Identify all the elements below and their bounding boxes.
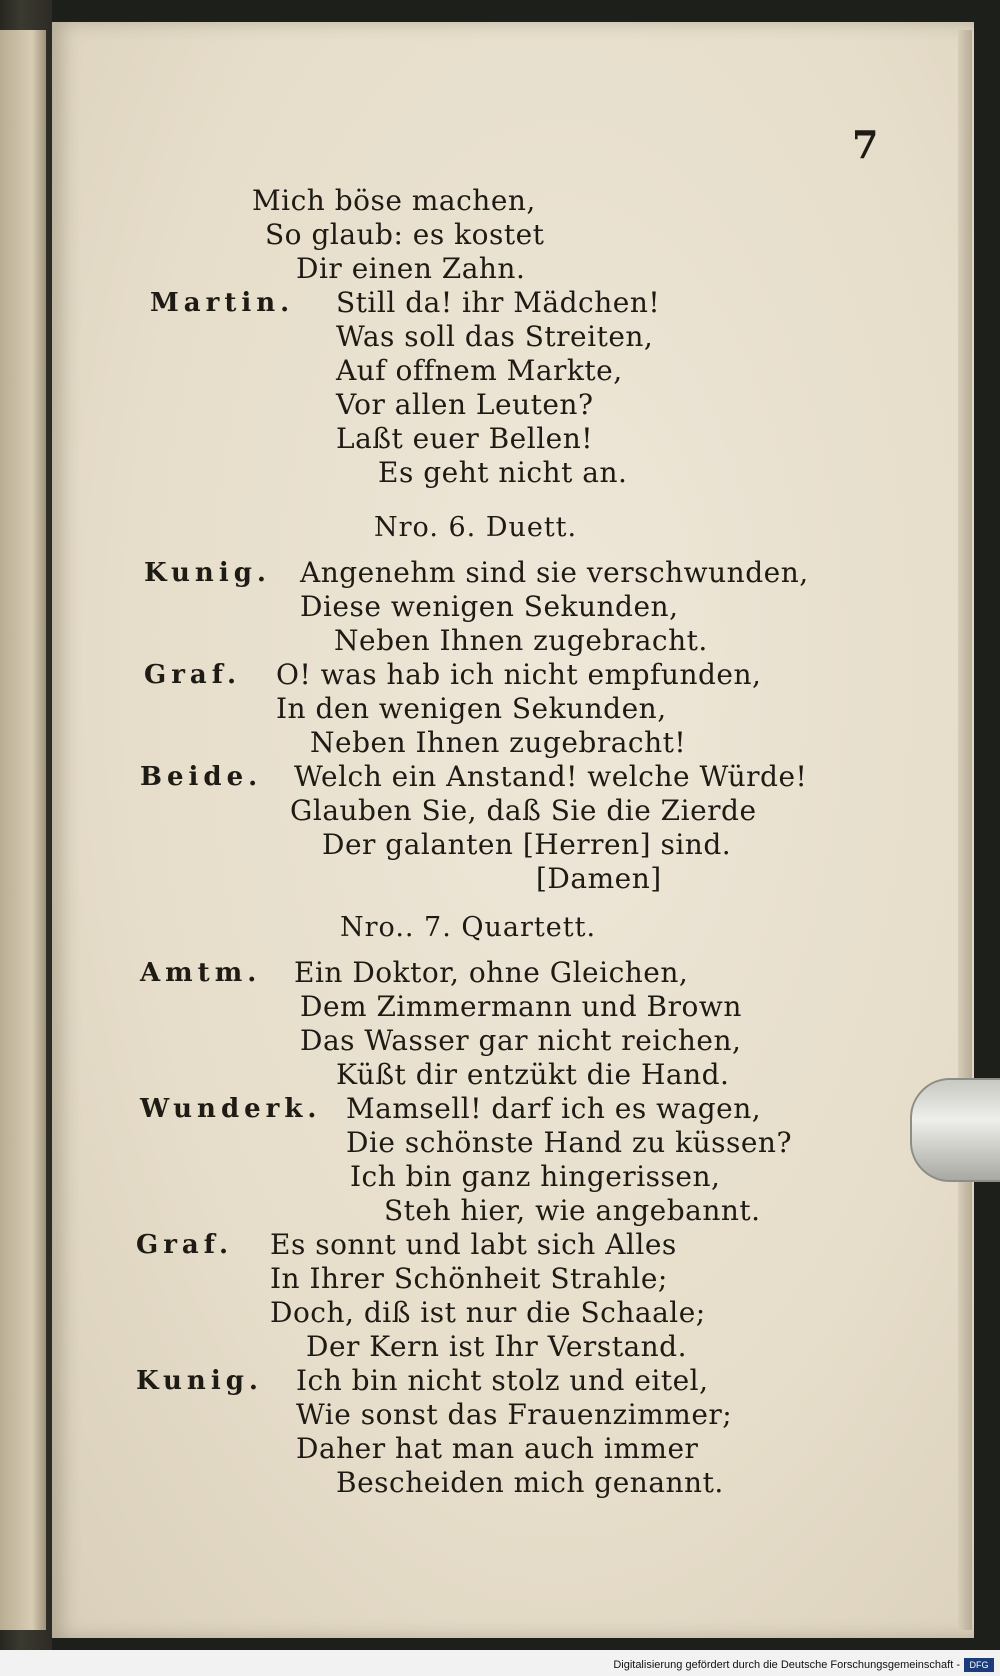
verse-line: In Ihrer Schönheit Strahle; [270, 1262, 668, 1295]
section-heading: Nro. 6. Duett. [374, 512, 578, 543]
speaker-wunderk: Wunderk. [140, 1094, 322, 1124]
verse-line: Dir einen Zahn. [296, 252, 526, 285]
speaker-amtm: Amtm. [140, 958, 262, 988]
speaker-martin: Martin. [150, 288, 295, 318]
dfg-logo: DFG [964, 1658, 994, 1672]
verse-line: Mich böse machen, [252, 184, 536, 217]
verse-line: In den wenigen Sekunden, [276, 692, 667, 725]
verse-line: Bescheiden mich genannt. [336, 1466, 724, 1499]
speaker-graf: Graf. [144, 660, 242, 690]
verse-line: Küßt dir entzükt die Hand. [336, 1058, 730, 1091]
verse-line: Diese wenigen Sekunden, [300, 590, 679, 623]
verse-line: Es geht nicht an. [378, 456, 628, 489]
speaker-kunig: Kunig. [136, 1366, 263, 1396]
previous-page-edge [0, 30, 46, 1630]
verse-line: Dem Zimmermann und Brown [300, 990, 742, 1023]
verse-line: Wie sonst das Frauenzimmer; [296, 1398, 733, 1431]
verse-line: Neben Ihnen zugebracht. [334, 624, 708, 657]
verse-line: Mamsell! darf ich es wagen, [346, 1092, 762, 1125]
verse-line: Ein Doktor, ohne Gleichen, [294, 956, 689, 989]
verse-line: Daher hat man auch immer [296, 1432, 699, 1465]
section-heading: Nro.. 7. Quartett. [340, 912, 597, 943]
verse-line: Neben Ihnen zugebracht! [310, 726, 687, 759]
verse-line: Der galanten [Herren] sind. [322, 828, 732, 861]
verse-line: Die schönste Hand zu küssen? [346, 1126, 792, 1159]
verse-line: Welch ein Anstand! welche Würde! [294, 760, 808, 793]
verse-line: Ich bin ganz hingerissen, [350, 1160, 721, 1193]
verse-line: Ich bin nicht stolz und eitel, [296, 1364, 709, 1397]
verse-line: Still da! ihr Mädchen! [336, 286, 661, 319]
speaker-beide: Beide. [140, 762, 263, 792]
verse-line: Laßt euer Bellen! [336, 422, 594, 455]
page-stack-edge [958, 30, 972, 1630]
verse-line: So glaub: es kostet [265, 218, 545, 251]
verse-line: Es sonnt und labt sich Alles [270, 1228, 677, 1261]
verse-line: Angenehm sind sie verschwunden, [300, 556, 809, 589]
speaker-kunig: Kunig. [144, 558, 271, 588]
page-number: 7 [852, 122, 879, 167]
page-clip [910, 1078, 1000, 1182]
footer-bar [0, 1650, 1000, 1676]
verse-line: Der Kern ist Ihr Verstand. [306, 1330, 687, 1363]
verse-line: O! was hab ich nicht empfunden, [276, 658, 762, 691]
verse-line: Steh hier, wie angebannt. [384, 1194, 761, 1227]
verse-line: Glauben Sie, daß Sie die Zierde [290, 794, 757, 827]
verse-line: Doch, diß ist nur die Schaale; [270, 1296, 706, 1329]
verse-line: Das Wasser gar nicht reichen, [300, 1024, 742, 1057]
verse-line: [Damen] [536, 862, 662, 895]
verse-line: Was soll das Streiten, [336, 320, 654, 353]
verse-line: Vor allen Leuten? [336, 388, 594, 421]
verse-line: Auf offnem Markte, [336, 354, 623, 387]
digitization-credit: Digitalisierung gefördert durch die Deutsche Forschungsgemeinschaft - [613, 1659, 960, 1671]
speaker-graf: Graf. [136, 1230, 234, 1260]
